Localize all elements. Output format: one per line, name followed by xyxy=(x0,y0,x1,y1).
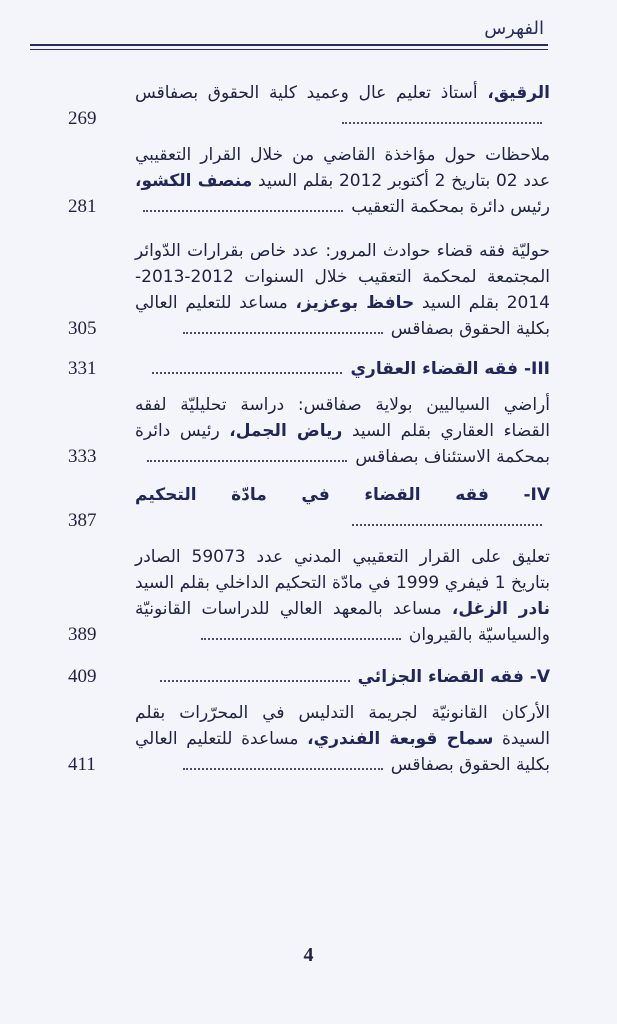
dot-leader xyxy=(352,510,542,526)
toc-entry-text xyxy=(135,392,550,470)
entry-title-text: تعليق على القرار التعقيبي المدني عدد 59073 الصادر بتاريخ 1 فيفري 1999 في مادّة التحكيم الداخلي بقلم السيد xyxy=(135,547,551,593)
entry-title-text: رئيس دائرة بمحكمة التعقيب xyxy=(351,197,550,217)
toc-page-number: 333 xyxy=(68,446,97,467)
toc-entry-text xyxy=(135,664,550,690)
dot-leader xyxy=(342,108,542,124)
author-name: حافظ بوعزيز، xyxy=(295,293,415,313)
toc-section-heading xyxy=(30,482,550,534)
toc-entry-text xyxy=(135,238,550,342)
author-name: رياض الجمل، xyxy=(229,421,343,441)
author-name: IV- فقه القضاء في مادّة التحكيم xyxy=(135,485,550,505)
author-name: III- فقه القضاء العقاري xyxy=(350,359,550,379)
toc-page-number: 409 xyxy=(68,666,97,687)
toc-page-number: 387 xyxy=(68,510,97,531)
dot-leader xyxy=(147,446,347,462)
table-of-contents xyxy=(30,80,550,790)
header-title: الفهرس xyxy=(484,18,544,39)
entry-title-text: الأركان القانونيّة لجريمة التدليس في المحرّرات بقلم السيدة xyxy=(135,703,550,749)
toc-entry-text xyxy=(135,482,550,534)
author-name: نادر الزغل، xyxy=(451,599,550,619)
toc-entry-text xyxy=(135,356,550,382)
entry-title-text: أستاذ تعليم عال وعميد كلية الحقوق بصفاقس xyxy=(135,83,488,103)
entry-title-text: رئيس دائرة بمحكمة الاستئناف بصفاقس xyxy=(135,421,550,467)
entry-title-text: مساعدة للتعليم العالي بكلية الحقوق بصفاقس xyxy=(135,729,550,775)
toc-page-number: 331 xyxy=(68,358,97,379)
entry-title-text: مساعد بالمعهد العالي للدراسات القانونيّة والسياسيّة بالقيروان xyxy=(135,599,550,645)
toc-page-number: 389 xyxy=(68,624,97,645)
toc-section-heading xyxy=(30,356,550,382)
toc-entry-text xyxy=(135,544,550,648)
dot-leader xyxy=(183,318,383,334)
toc-entry xyxy=(30,544,550,648)
toc-entry-text xyxy=(135,142,550,220)
dot-leader xyxy=(152,358,342,374)
toc-entry xyxy=(30,700,550,778)
author-name: الرقيق، xyxy=(487,83,550,103)
author-name: منصف الكشو، xyxy=(135,171,253,191)
toc-entry xyxy=(30,142,550,220)
dot-leader xyxy=(183,754,383,770)
toc-entry-text xyxy=(135,80,550,132)
dot-leader xyxy=(143,196,343,212)
toc-page-number: 305 xyxy=(68,318,97,339)
toc-page-number: 269 xyxy=(68,108,97,129)
dot-leader xyxy=(201,624,401,640)
entry-title-text: ملاحظات حول مؤاخذة القاضي من خلال القرار التعقيبي عدد 02 بتاريخ 2 أكتوبر 2012 بقلم السيد xyxy=(135,145,550,191)
toc-entry-text xyxy=(135,700,550,778)
toc-page-number: 411 xyxy=(68,754,96,775)
entry-title-text: حوليّة فقه قضاء حوادث المرور: عدد خاص بقرارات الدّوائر المجتمعة لمحكمة التعقيب خلال السنوات 2012-2013-2014 بقلم السيد xyxy=(135,241,550,313)
header-rule-thin xyxy=(30,49,548,50)
entry-title-text: أراضي السياليين بولاية صفاقس: دراسة تحليليّة لفقه القضاء العقاري بقلم السيد xyxy=(135,395,550,441)
toc-entry xyxy=(30,392,550,470)
header-rule xyxy=(30,44,548,46)
author-name: سماح قوبعة الفندري، xyxy=(307,729,494,749)
toc-page-number: 281 xyxy=(68,196,97,217)
entry-title-text: مساعد للتعليم العالي بكلية الحقوق بصفاقس xyxy=(135,293,550,339)
dot-leader xyxy=(160,666,350,682)
author-name: V- فقه القضاء الجزائي xyxy=(357,667,550,687)
page-number: 4 xyxy=(303,944,314,966)
toc-section-heading xyxy=(30,664,550,690)
toc-entry xyxy=(30,238,550,342)
page-header xyxy=(30,10,548,48)
toc-entry xyxy=(30,80,550,132)
